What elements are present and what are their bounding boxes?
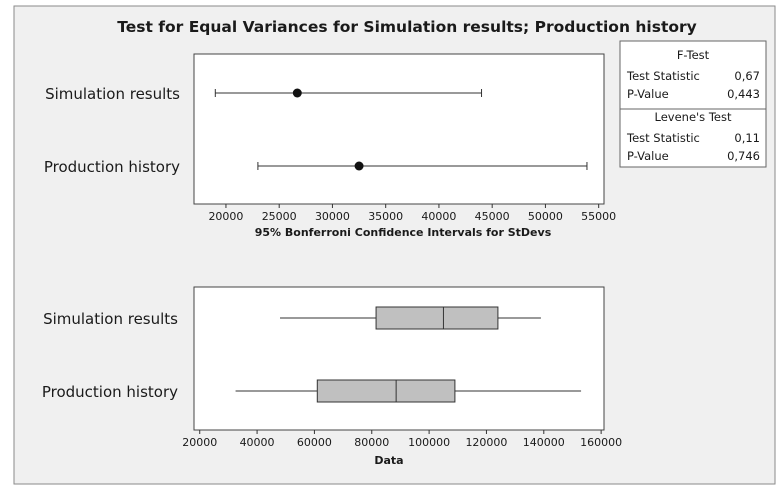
boxplot-x-tick-label: 40000 <box>239 436 275 449</box>
f-test-stat-label: Test Statistic <box>627 69 700 83</box>
interval-x-tick-label: 45000 <box>474 210 510 223</box>
interval-x-tick-label: 55000 <box>581 210 617 223</box>
interval-x-axis-label: 95% Bonferroni Confidence Intervals for StDevs <box>254 226 552 239</box>
levene-test-p-value: 0,746 <box>727 149 760 163</box>
test-results-table <box>620 41 766 167</box>
interval-x-tick-label: 50000 <box>527 210 563 223</box>
interval-x-tick-label: 20000 <box>208 210 244 223</box>
boxplot-category-label: Simulation results <box>43 310 178 328</box>
interval-category-label: Production history <box>43 158 180 176</box>
boxplot-category-label: Production history <box>41 383 178 401</box>
boxplot-x-tick-label: 120000 <box>465 436 508 449</box>
boxplot-box <box>376 307 498 329</box>
chart-title: Test for Equal Variances for Simulation results; Production history <box>117 18 697 36</box>
interval-x-tick-label: 30000 <box>314 210 350 223</box>
boxplot-x-tick-label: 60000 <box>296 436 332 449</box>
boxplot-x-tick-label: 80000 <box>354 436 390 449</box>
interval-plot-area <box>194 54 604 204</box>
levene-test-stat-value: 0,11 <box>734 131 760 145</box>
boxplot-x-axis-label: Data <box>374 454 404 467</box>
boxplot-x-tick-label: 140000 <box>522 436 565 449</box>
levene-test-stat-label: Test Statistic <box>627 131 700 145</box>
interval-x-tick-label: 40000 <box>421 210 457 223</box>
interval-x-tick-label: 25000 <box>261 210 297 223</box>
f-test-stat-value: 0,67 <box>734 69 760 83</box>
levene-test-p-label: P-Value <box>627 149 669 163</box>
f-test-p-value: 0,443 <box>727 87 760 101</box>
levene-test-header: Levene's Test <box>654 110 732 124</box>
boxplot-x-tick-label: 160000 <box>580 436 623 449</box>
f-test-p-label: P-Value <box>627 87 669 101</box>
interval-stdev-point <box>355 162 364 171</box>
f-test-header: F-Test <box>676 48 710 62</box>
boxplot-x-tick-label: 100000 <box>408 436 451 449</box>
boxplot-box <box>317 380 455 402</box>
interval-stdev-point <box>293 89 302 98</box>
interval-category-label: Simulation results <box>45 85 180 103</box>
interval-x-tick-label: 35000 <box>368 210 404 223</box>
boxplot-x-tick-label: 20000 <box>182 436 218 449</box>
